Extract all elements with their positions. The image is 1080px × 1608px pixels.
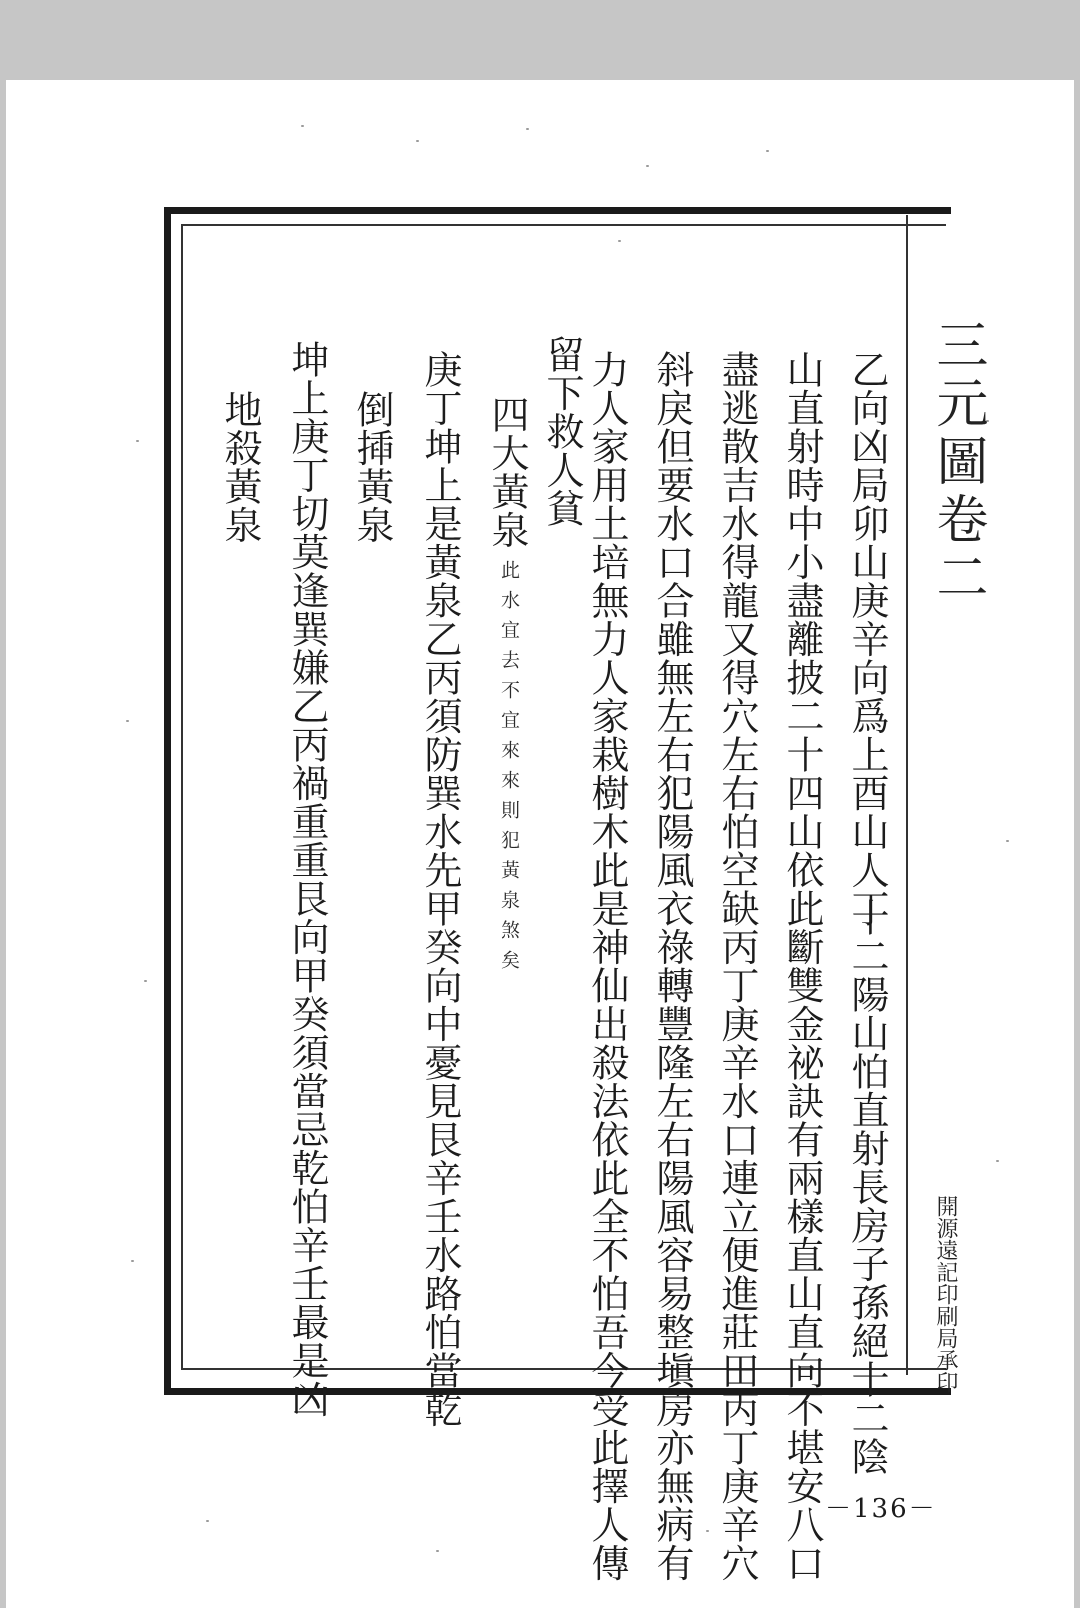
annotation-note: 此水宜去不宜來來則犯黃泉煞矣 bbox=[498, 560, 520, 980]
margin-rule bbox=[906, 215, 908, 1375]
text-column-5: 力人家用土培無力人家栽樹木此是神仙出殺法依此全不怕吾今受此擇人傳 bbox=[585, 350, 629, 1582]
printer-credit: 開源遠記印刷局承印 bbox=[933, 1195, 958, 1393]
text-column-8: 坤上庚丁切莫逢巽嫌乙丙禍重重艮向甲癸須當忌乾怕辛壬最是凶 bbox=[285, 340, 329, 1418]
text-column-4: 斜戾但要水口合雖無左右犯陽風衣祿轉豐隆左右陽風容易整塡房亦無病有 bbox=[650, 350, 694, 1582]
viewer-top-bar bbox=[0, 0, 1080, 80]
section-heading-earth-kill-yellow-spring: 地殺黃泉 bbox=[218, 390, 262, 544]
text-column-1-right: 十二陽山怕直射長房子孫絕十二陰 bbox=[845, 898, 889, 1476]
section-heading-four-yellow-springs: 四大黃泉 bbox=[485, 395, 529, 549]
running-header: 三元圖卷二 bbox=[927, 318, 987, 608]
text-column-3: 盡逃散吉水得龍又得穴左右怕空缺丙丁庚辛水口連立便進莊田丙丁庚辛穴 bbox=[715, 350, 759, 1582]
page-number: －136－ bbox=[825, 1494, 937, 1524]
text-column-6: 留下救人貧 bbox=[540, 335, 584, 528]
section-heading-inverted-yellow-spring: 倒揷黃泉 bbox=[350, 390, 394, 544]
text-column-2: 山直射時中小盡離披二十四山依此斷雙金祕訣有兩樣直山直向不堪安八口 bbox=[780, 350, 824, 1582]
text-column-1: 乙向凶局卯山庚辛向爲上酉山人丁 bbox=[845, 350, 889, 928]
text-column-7: 庚丁坤上是黃泉乙丙須防巽水先甲癸向中憂見艮辛壬水路怕當乾 bbox=[418, 350, 462, 1428]
